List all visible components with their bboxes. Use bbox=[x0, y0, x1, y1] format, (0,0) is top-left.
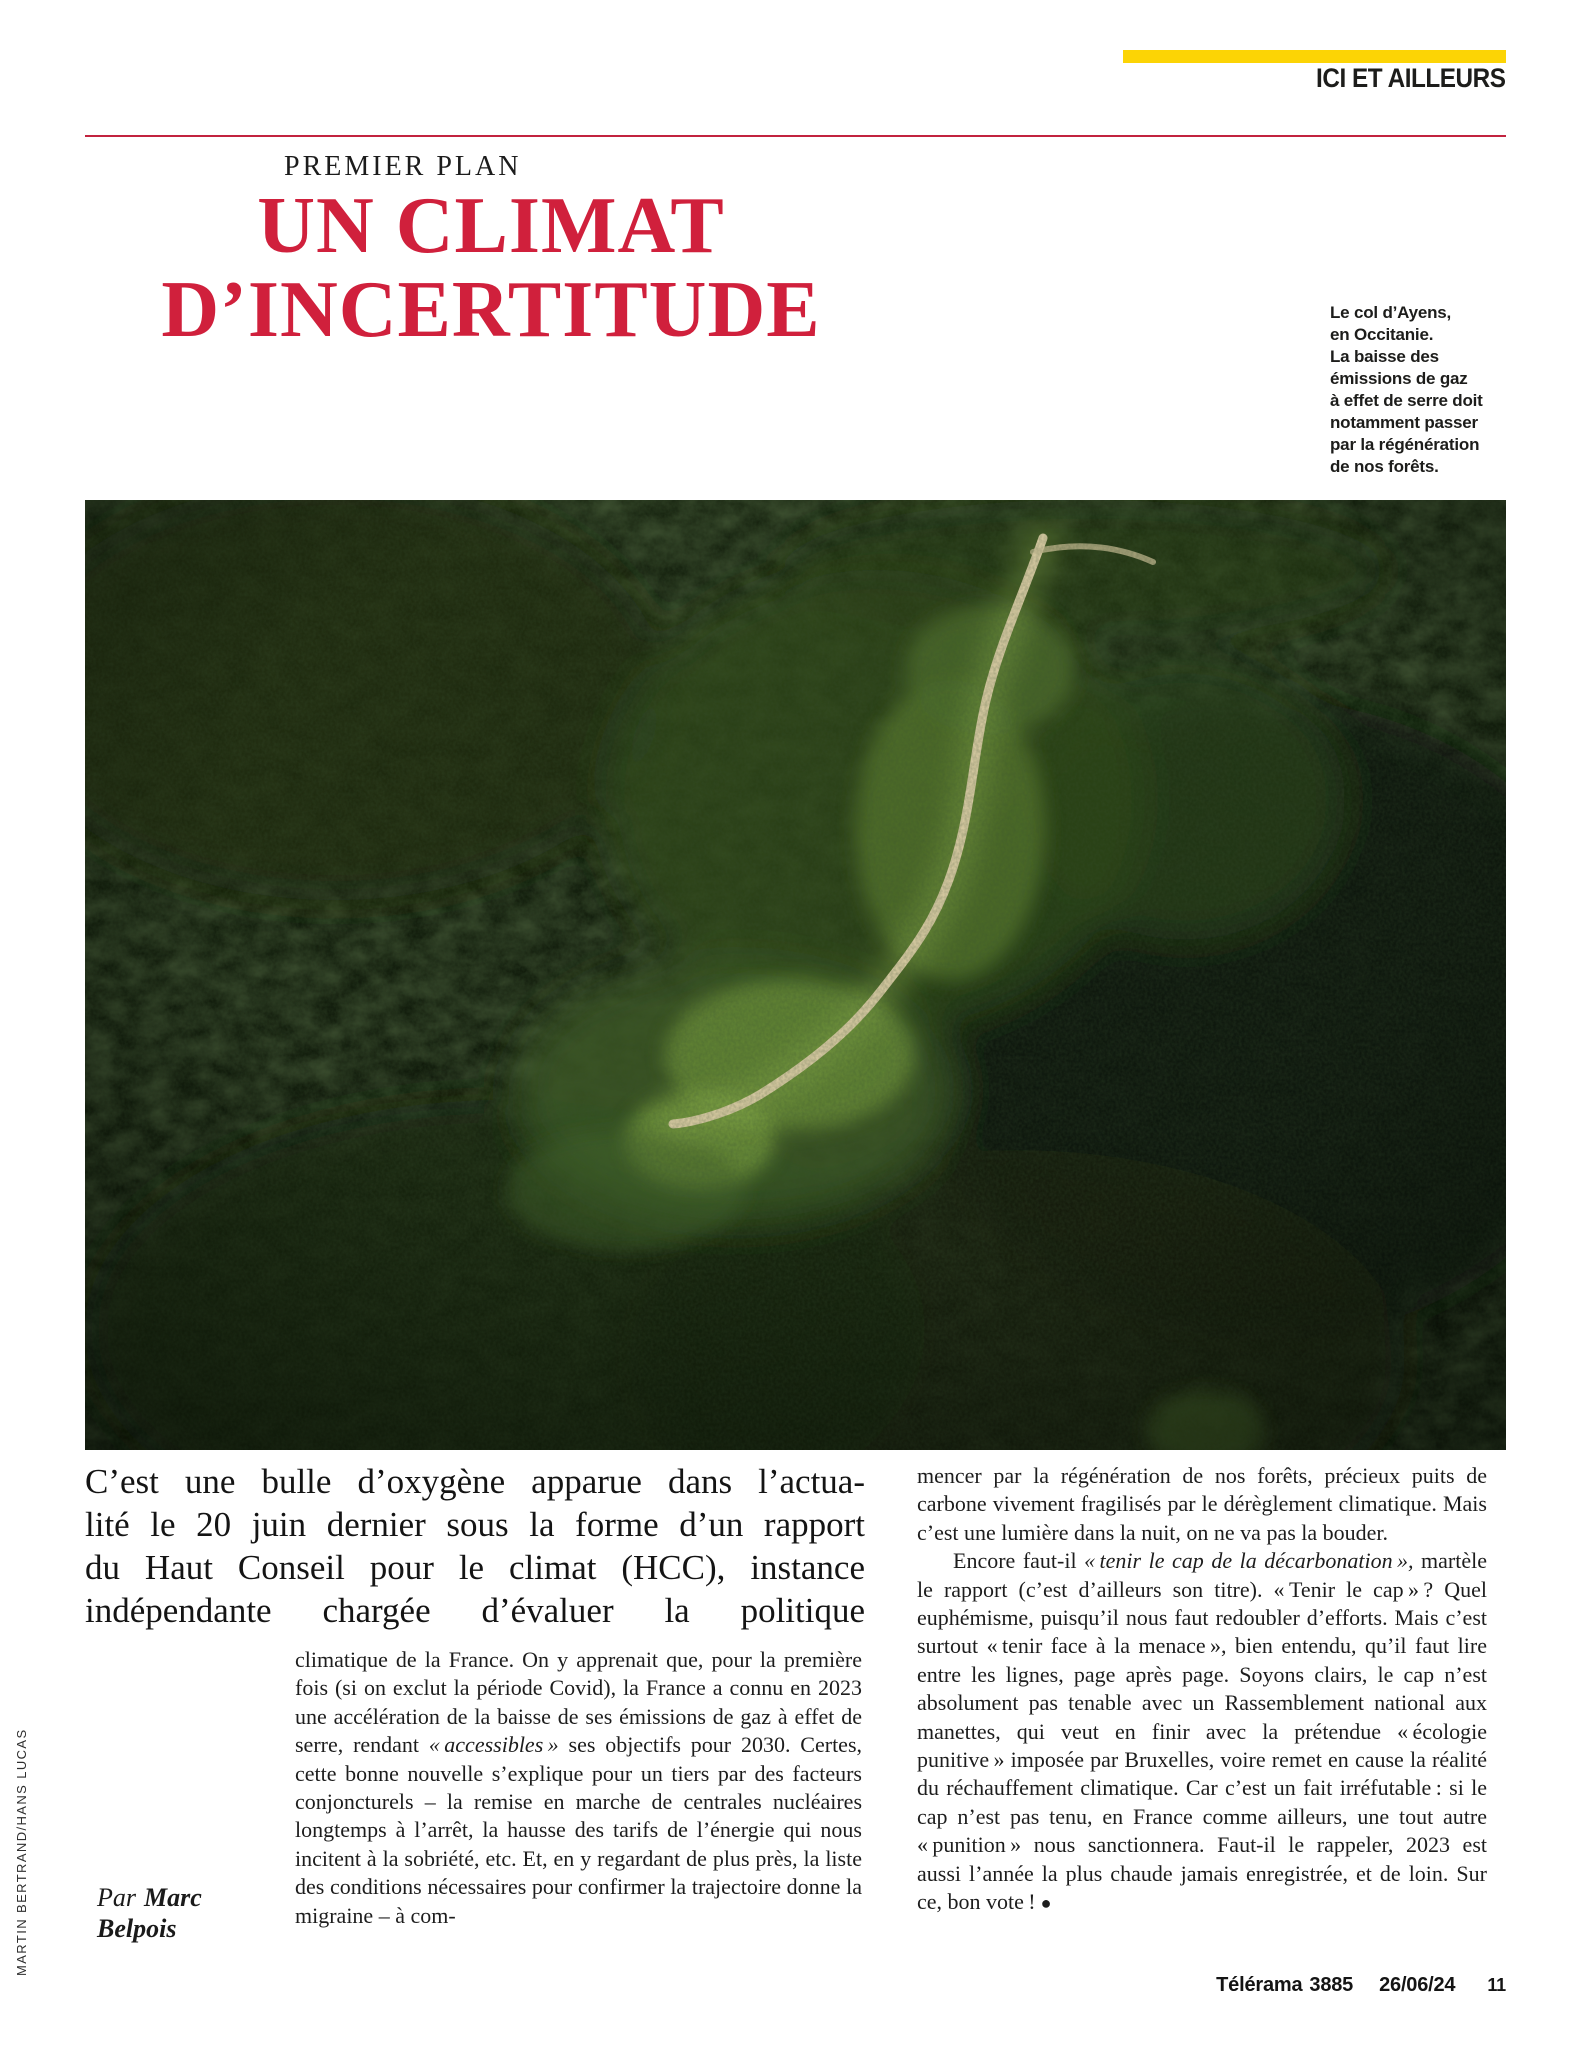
byline bbox=[97, 1882, 202, 1944]
article-title bbox=[85, 184, 897, 352]
body-text: climatique de la France. On y apprenait que, pour la première fois (si on exclut la période Covid), la France a connu en 2023 une accélération de la baisse de ses émissions de gaz à effet de serre, rendant bbox=[295, 1647, 862, 1758]
body-paragraph bbox=[917, 1547, 1487, 1917]
lede-line: du Haut Conseil pour le climat (HCC), instance bbox=[85, 1548, 865, 1587]
kicker: PREMIER PLAN bbox=[284, 151, 522, 182]
photo-credit: MARTIN BERTRAND/HANS LUCAS bbox=[14, 1728, 29, 1976]
section-title: ICI ET AILLEURS bbox=[1316, 63, 1506, 93]
forest-photo-art bbox=[85, 500, 1506, 1450]
caption-line: par la régénération bbox=[1330, 435, 1480, 454]
byline-prefix: Par bbox=[97, 1883, 136, 1912]
title-line-2: D’INCERTITUDE bbox=[161, 266, 821, 354]
title-line-1: UN CLIMAT bbox=[257, 182, 725, 270]
end-of-article-mark: ● bbox=[1040, 1893, 1052, 1914]
caption-line: en Occitanie. bbox=[1330, 325, 1434, 344]
caption-line: émissions de gaz bbox=[1330, 369, 1468, 388]
header-rule bbox=[85, 135, 1506, 137]
caption-line: à effet de serre doit bbox=[1330, 391, 1483, 410]
caption-line: de nos forêts. bbox=[1330, 457, 1439, 476]
body-text: martèle le rapport (c’est d’ailleurs son titre). « Tenir le cap » ? Quel euphémisme, puisqu’il nous faut redoubler d’efforts. Mais c’est surtout « tenir face à la menace », bien entendu, qu’il faut lire entre les lignes, page après page. Soyons clairs, le cap n’est absolument pas tenable avec un Rassemblement national aux manettes, qui veut en finir avec la prétendue « écologie punitive » imposée par Bruxelles, voire remet en cause la réalité du réchauffement climatique. Car c’est un fait irréfutable : si le cap n’est pas tenu, en France comme ailleurs, une tout autre « punition » nous sanctionnera. Faut-il le rappeler, 2023 est aussi l’année la plus chaude jamais enregistrée, et de loin. Sur ce, bon vote ! bbox=[917, 1548, 1487, 1915]
byline-first-name: Marc bbox=[144, 1883, 202, 1912]
footer-date: 26/06/24 bbox=[1379, 1974, 1456, 1996]
lede-line: indépendante chargée d’évaluer la politique bbox=[85, 1591, 865, 1630]
footer-magazine-name: Télérama bbox=[1216, 1974, 1303, 1996]
photo-caption bbox=[1330, 302, 1516, 478]
body-paragraph bbox=[295, 1646, 862, 1930]
quoted-phrase: « accessibles » bbox=[428, 1732, 559, 1758]
body-column-left bbox=[295, 1646, 862, 1930]
quoted-phrase: « tenir le cap de la décarbonation », bbox=[1084, 1548, 1414, 1574]
lede-line: C’est une bulle d’oxygène apparue dans l’actua- bbox=[85, 1462, 865, 1501]
caption-line: notamment passer bbox=[1330, 413, 1478, 432]
footer-issue-number: 3885 bbox=[1309, 1974, 1354, 1996]
caption-line: Le col d’Ayens, bbox=[1330, 303, 1452, 322]
section-accent-bar bbox=[1123, 50, 1506, 63]
body-text: ses objectifs pour 2030. Certes, cette bonne nouvelle s’explique pour un tiers par des facteurs conjoncturels – la remise en marche de centrales nucléaires longtemps à l’arrêt, la hausse des tarifs de l’énergie qui nous incitent à la sobriété, etc. Et, en y regardant de plus près, la liste des conditions nécessaires pour confirmer la trajectoire donne la migraine – à com- bbox=[295, 1732, 863, 1928]
footer-page-number: 11 bbox=[1487, 1975, 1506, 1995]
lede-paragraph bbox=[85, 1460, 865, 1632]
caption-line: La baisse des bbox=[1330, 347, 1439, 366]
page-footer bbox=[1216, 1974, 1506, 1997]
body-column-right bbox=[917, 1462, 1487, 1918]
body-text: Encore faut-il bbox=[953, 1548, 1085, 1574]
lede-line: lité le 20 juin dernier sous la forme d’un rapport bbox=[85, 1505, 865, 1544]
forest-photo bbox=[85, 500, 1506, 1450]
byline-last-name: Belpois bbox=[97, 1914, 177, 1943]
body-paragraph: mencer par la régénération de nos forêts, précieux puits de carbone vivement fragilisés par le dérèglement climatique. Mais c’est une lumière dans la nuit, on ne va pas la bouder. bbox=[917, 1463, 1487, 1545]
byline-line-1 bbox=[97, 1882, 202, 1913]
